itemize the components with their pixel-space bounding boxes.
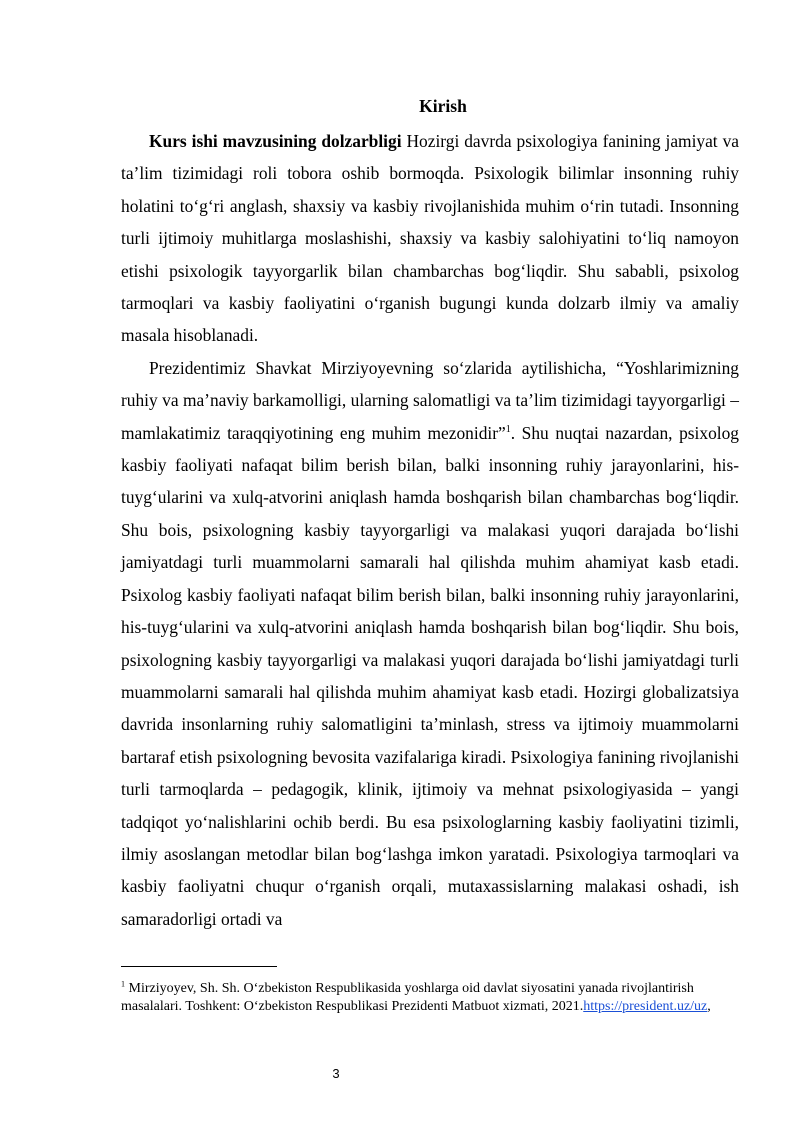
footnote-text: Mirziyoyev, Sh. Sh. O‘zbekiston Respublikasida yoshlarga oid davlat siyosatini yanada rivojlantirish masalalari. Toshkent: O‘zbekiston Respublikasi Prezidenti Matbuot xizmati, 2021. (121, 981, 694, 1014)
footnote-link[interactable]: https://president.uz/uz (583, 999, 708, 1014)
footnote-marker: 1 (121, 979, 125, 989)
footnote-separator (121, 966, 277, 967)
footnote (121, 980, 739, 1016)
paragraph-president-quote (121, 352, 739, 935)
paragraph-text: Hozirgi davrda psixologiya fanining jamiyat va ta’lim tizimidagi roli tobora oshib bormoqda. Psixologik bilimlar insonning ruhiy holatini to‘g‘ri anglash, shaxsiy va kasbiy rivojlanishida muhim o‘rin tutadi. Insonning turli ijtimoiy muhitlarga moslashishi, shaxsiy va kasbiy salohiyatini to‘liq namoyon etishi psixologik tayyorgarlik bilan chambarchas bog‘liqdir. Shu sababli, psixolog tarmoqlari va kasbiy faoliyatini o‘rganish bugungi kunda dolzarb ilmiy va amaliy masala hisoblanadi. (121, 131, 739, 346)
page-number: 3 (332, 1066, 340, 1081)
paragraph-relevance (121, 125, 739, 352)
paragraph-lead: Kurs ishi mavzusining dolzarbligi (149, 131, 402, 151)
footnote-reference[interactable]: 1 (505, 423, 511, 435)
paragraph-text-part2: . Shu nuqtai nazardan, psixolog kasbiy faoliyati nafaqat bilim berish bilan, balki insonning ruhiy jarayonlarini, his-tuyg‘ularini va xulq-atvorini aniqlash hamda boshqarish bilan chambarchas bog‘liqdir. Shu bois, psixologning kasbiy tayyorgarligi va malakasi yuqori darajada bo‘lishi jamiyatdagi turli muammolarni samarali hal qilishda muhim ahamiyat kasb etadi. Psixolog kasbiy faoliyati nafaqat bilim berish bilan, balki insonning ruhiy jarayonlarini, his-tuyg‘ularini va xulq-atvorini aniqlash hamda boshqarish bilan bog‘liqdir. Shu bois, psixologning kasbiy tayyorgarligi va malakasi yuqori darajada bo‘lishi jamiyatdagi turli muammolarni samarali hal qilishda muhim ahamiyat kasb etadi. Hozirgi globalizatsiya davrida insonlarning ruhiy salomatligini ta’minlash, stress va ijtimoiy muammolarni bartaraf etish psixologning bevosita vazifalariga kiradi. Psixologiya fanining rivojlanishi turli tarmoqlarda – pedagogik, klinik, ijtimoiy va mehnat psixologiyasida – yangi tadqiqot yo‘nalishlarini ochib berdi. Bu esa psixologlarning kasbiy faoliyatini tizimli, ilmiy asoslangan metodlar bilan bog‘lashga imkon yaratadi. Psixologiya tarmoqlari va kasbiy faoliyatni chuqur o‘rganish orqali, mutaxassislarning malakasi oshadi, ish samaradorligi ortadi va (121, 422, 740, 929)
footnote-trailing: , (707, 999, 711, 1014)
paragraph-text-part1: Prezidentimiz Shavkat Mirziyoyevning so‘zlarida aytilishicha, “Yoshlarimizning ruhiy va ma’naviy barkamolligi, ularning salomatligi va ta’lim tizimidagi tayyorgarligi – mamlakatimiz taraqqiyotining eng muhim mezonidir” (121, 357, 739, 443)
body-text (121, 125, 739, 935)
section-heading: Kirish (419, 96, 467, 116)
